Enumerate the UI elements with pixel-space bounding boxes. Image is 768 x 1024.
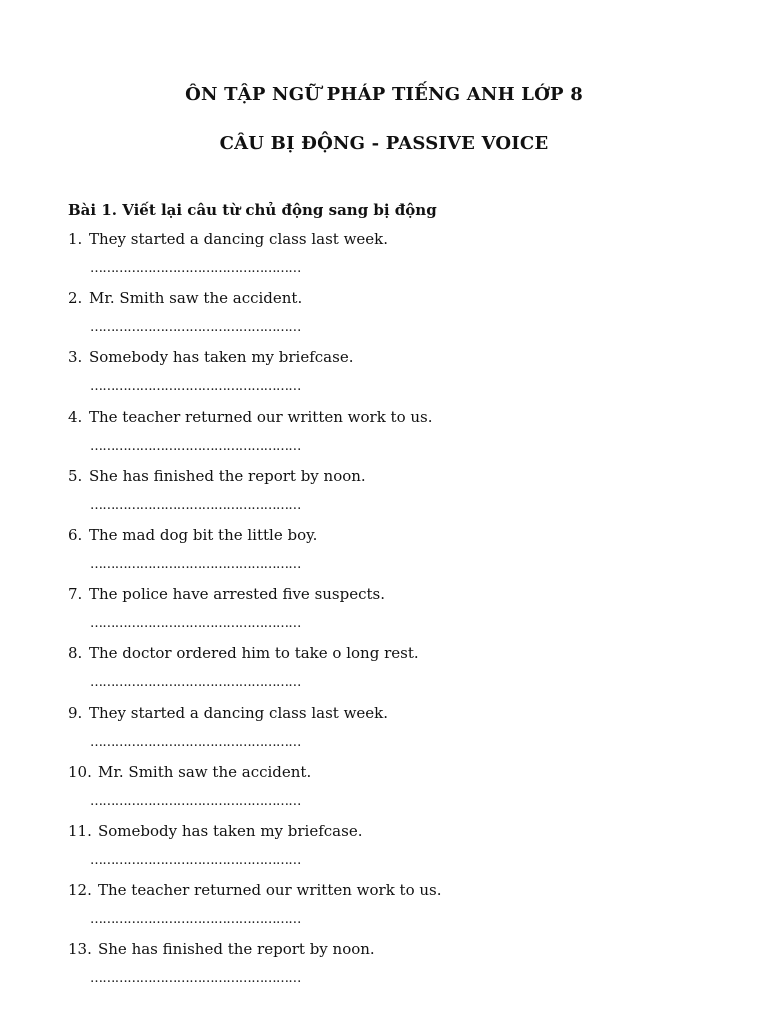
question-line	[68, 880, 442, 900]
question-line	[68, 703, 388, 723]
question-item	[68, 821, 708, 880]
answer-blank[interactable]: ……………………………………………	[90, 912, 301, 928]
question-line	[68, 643, 419, 663]
question-item	[68, 703, 708, 762]
question-number: 11.	[68, 821, 92, 840]
question-line	[68, 584, 385, 604]
question-number: 10.	[68, 762, 92, 781]
question-line	[68, 229, 388, 249]
question-item	[68, 466, 708, 525]
question-text: The mad dog bit the little boy.	[89, 525, 318, 544]
question-text: The teacher returned our written work to us.	[98, 881, 442, 900]
question-text: The police have arrested five suspects.	[89, 585, 385, 604]
question-text: Mr. Smith saw the accident.	[98, 762, 312, 781]
question-line	[68, 939, 375, 959]
answer-blank[interactable]: ……………………………………………	[90, 852, 301, 868]
question-text: The doctor ordered him to take o long rest.	[89, 644, 419, 663]
answer-blank[interactable]: ……………………………………………	[90, 261, 301, 276]
question-text: She has finished the report by noon.	[98, 940, 375, 959]
question-line	[68, 288, 302, 308]
question-number: 1.	[68, 230, 83, 248]
question-item	[68, 643, 708, 702]
question-text: They started a dancing class last week.	[89, 703, 389, 722]
document-title: ÔN TẬP NGỮ PHÁP TIẾNG ANH LỚP 8	[185, 84, 583, 105]
answer-blank[interactable]: ……………………………………………	[90, 320, 301, 336]
question-item	[68, 288, 708, 347]
question-item	[68, 939, 708, 998]
question-text: The teacher returned our written work to us.	[89, 407, 433, 426]
question-list	[68, 229, 708, 998]
question-number: 13.	[68, 940, 92, 959]
answer-blank[interactable]: ……………………………………………	[90, 616, 301, 632]
question-number: 7.	[68, 585, 83, 604]
question-number: 9.	[68, 703, 83, 722]
question-number: 3.	[68, 348, 83, 367]
question-text: She has finished the report by noon.	[89, 466, 366, 485]
question-line	[68, 407, 433, 427]
question-line	[68, 466, 366, 486]
answer-blank[interactable]: ……………………………………………	[90, 675, 301, 691]
question-number: 4.	[68, 407, 83, 426]
question-item	[68, 584, 708, 643]
question-text: Mr. Smith saw the accident.	[89, 289, 303, 308]
question-item	[68, 347, 708, 406]
question-text: Somebody has taken my briefcase.	[98, 821, 363, 840]
question-item	[68, 407, 708, 466]
question-number: 6.	[68, 525, 83, 544]
answer-blank[interactable]: ……………………………………………	[90, 734, 301, 750]
question-item	[68, 880, 708, 939]
question-text: Somebody has taken my briefcase.	[89, 348, 354, 367]
question-number: 2.	[68, 289, 83, 308]
exercise-heading: Bài 1. Viết lại câu từ chủ động sang bị động	[68, 201, 437, 219]
question-line	[68, 347, 353, 367]
document-subtitle: CÂU BỊ ĐỘNG - PASSIVE VOICE	[219, 133, 549, 154]
answer-blank[interactable]: ……………………………………………	[90, 556, 301, 572]
question-line	[68, 821, 362, 841]
question-number: 12.	[68, 881, 92, 900]
question-item	[68, 229, 708, 288]
question-line	[68, 525, 317, 545]
question-text: They started a dancing class last week.	[89, 230, 389, 248]
answer-blank[interactable]: ……………………………………………	[90, 793, 301, 809]
answer-blank[interactable]: ……………………………………………	[90, 497, 301, 513]
question-item	[68, 762, 708, 821]
question-number: 8.	[68, 644, 83, 663]
question-item	[68, 525, 708, 584]
answer-blank[interactable]: ……………………………………………	[90, 971, 301, 987]
question-line	[68, 762, 311, 782]
question-number: 5.	[68, 466, 83, 485]
answer-blank[interactable]: ……………………………………………	[90, 379, 301, 395]
answer-blank[interactable]: ……………………………………………	[90, 438, 301, 454]
